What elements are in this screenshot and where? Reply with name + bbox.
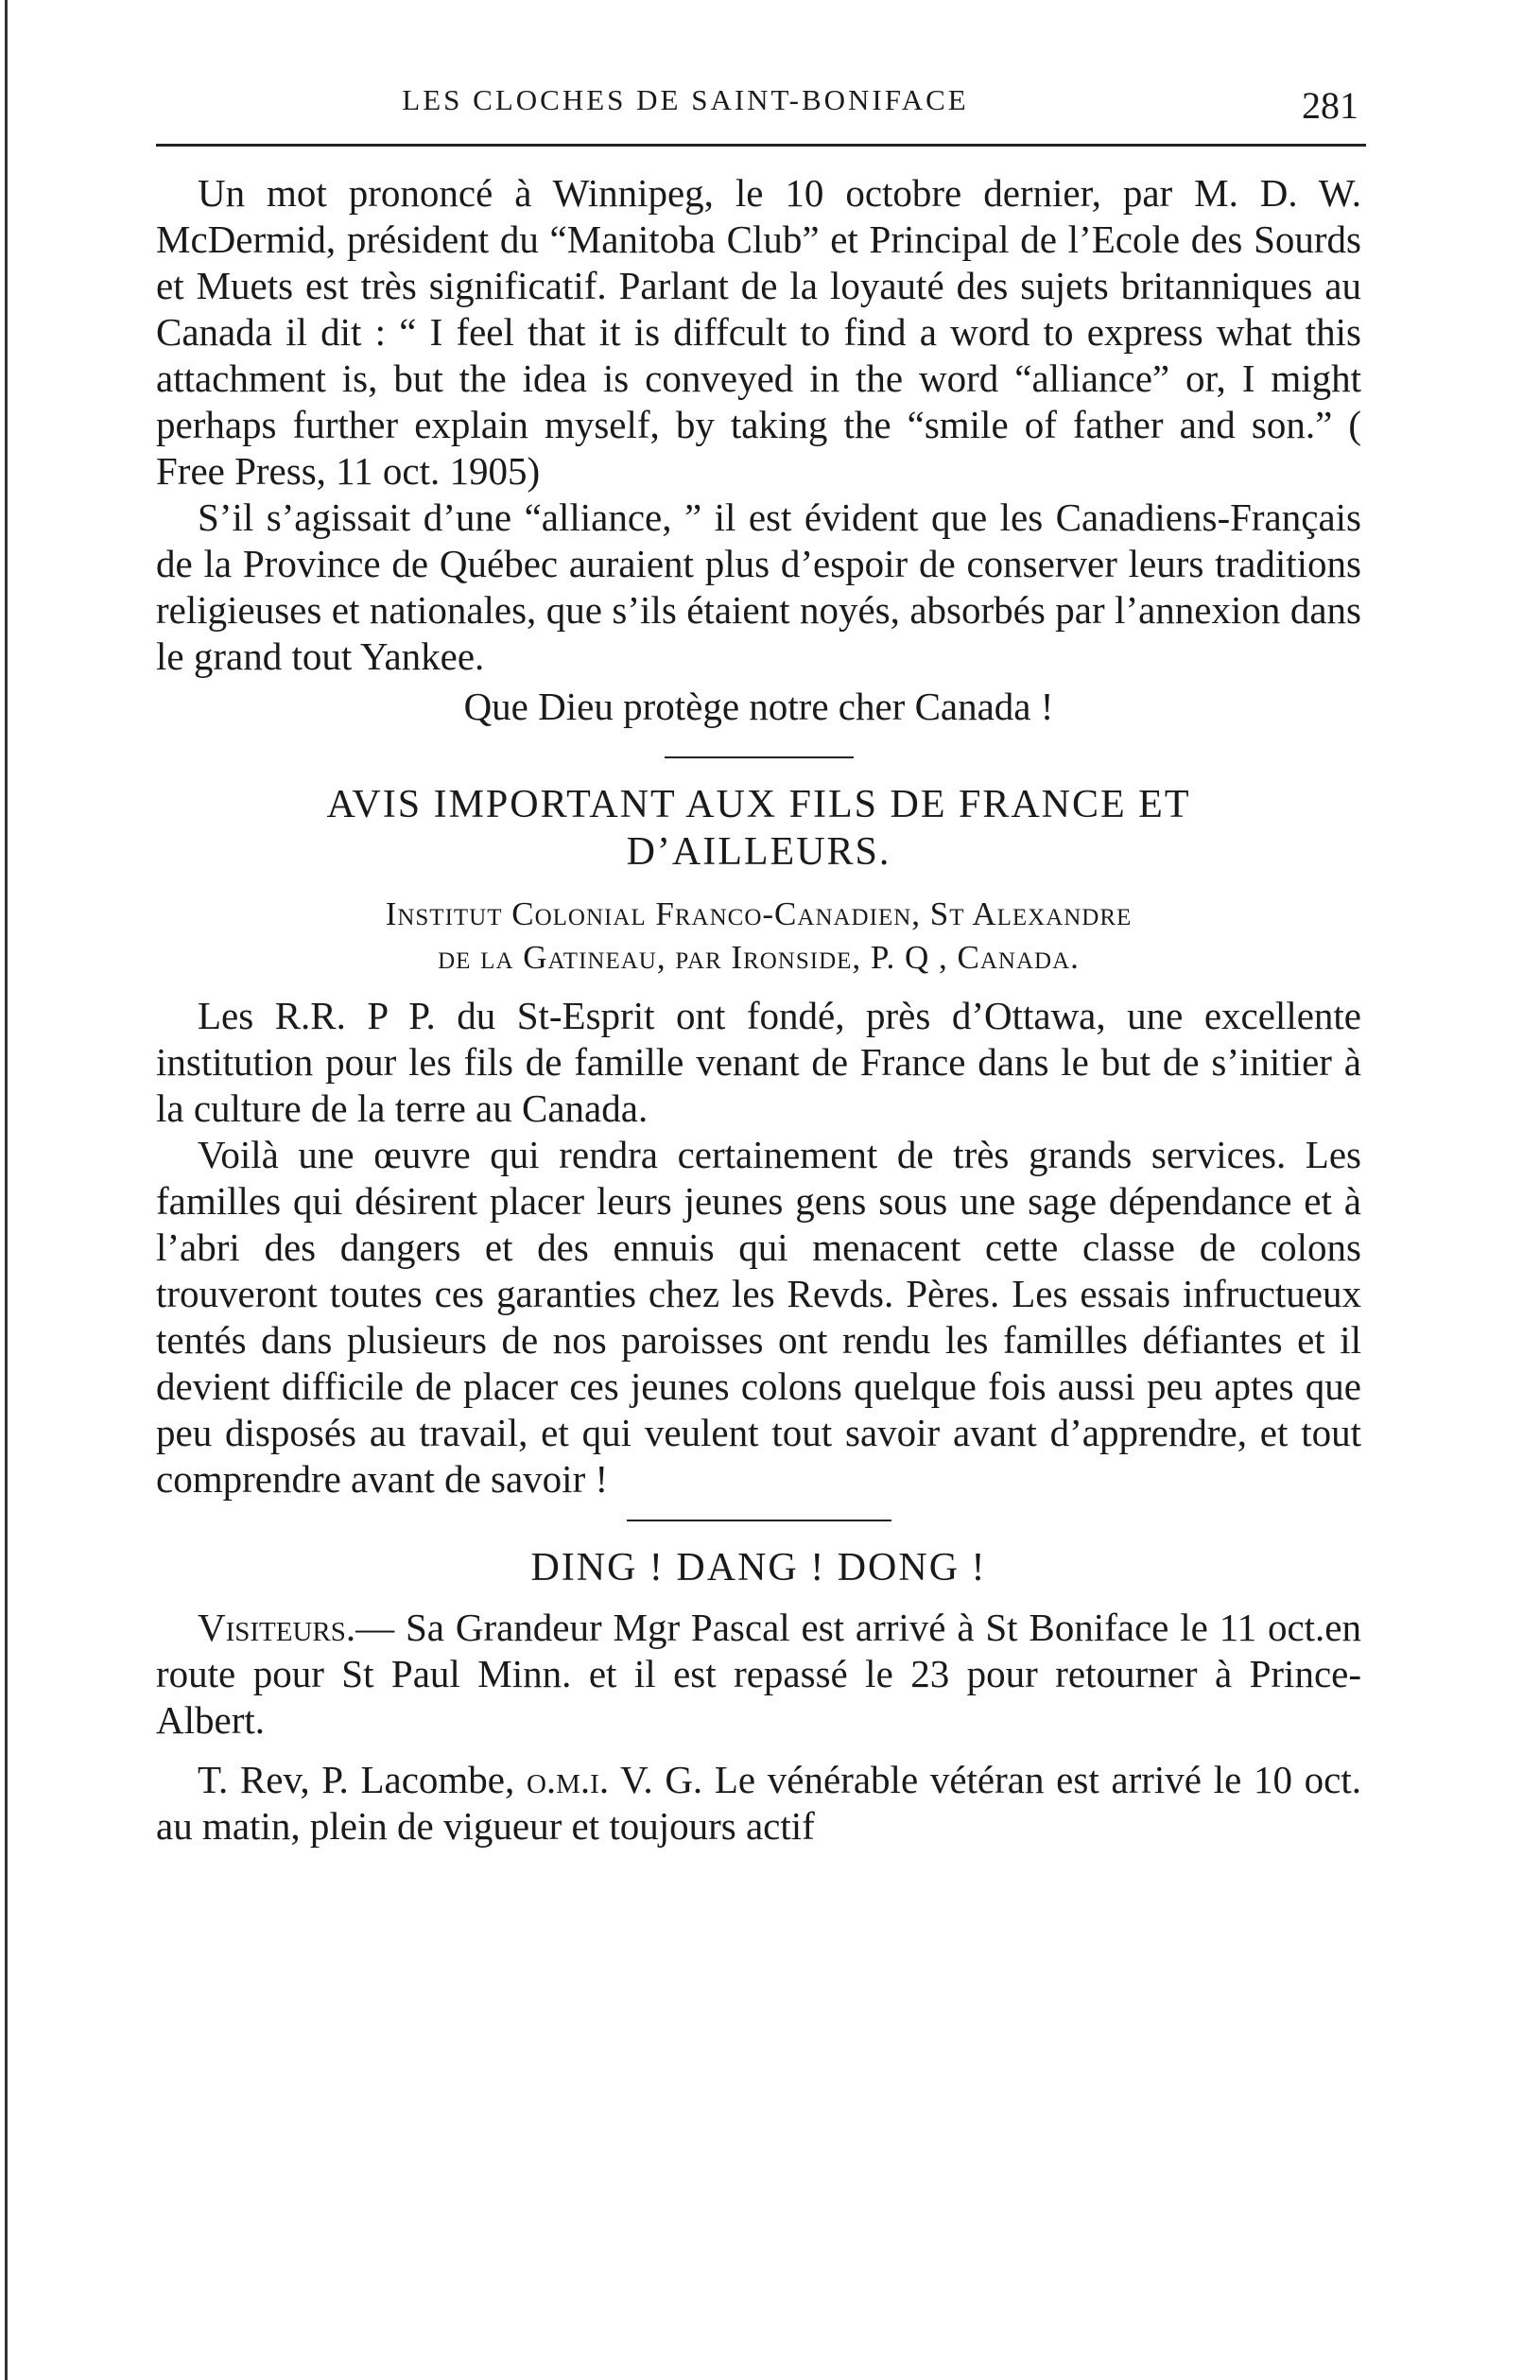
- section-separator: [665, 756, 854, 758]
- lacombe-lead: T. Rev, P. Lacombe,: [198, 1758, 515, 1801]
- omi-abbrev: o.m.i.: [526, 1758, 610, 1801]
- institute-subhead: [156, 893, 1361, 980]
- page-header: [156, 83, 1366, 140]
- section-title-avis-line1: AVIS IMPORTANT AUX FILS DE FRANCE ET: [326, 783, 1191, 826]
- header-rule: [156, 144, 1366, 147]
- paragraph-lacombe: [156, 1757, 1361, 1850]
- body-text: [156, 170, 1361, 1850]
- section-separator: [627, 1520, 891, 1521]
- page-edge-line: [5, 0, 8, 2380]
- institute-subhead-line1: Institut Colonial Franco-Canadien, St Alexandre: [385, 895, 1133, 932]
- paragraph-alliance: S’il s’agissait d’une “alliance, ” il est évident que les Canadiens-Français de la Province de Québec auraient plus d’espoir de conserver leurs traditions religieuses et nationales, que s’ils étaient noyés, absorbés par l’annexion dans le grand tout Yankee.: [156, 495, 1361, 678]
- visiteurs-lead: Visiteurs.: [198, 1606, 356, 1649]
- paragraph-closing: Que Dieu protège notre cher Canada !: [463, 685, 1054, 728]
- running-head: LES CLOCHES DE SAINT-BONIFACE: [402, 83, 969, 116]
- section-title-ding: DING ! DANG ! DONG !: [530, 1546, 987, 1590]
- lacombe-text: V. G. Le vénérable vétéran est arrivé le 10 oct. au matin, plein de vigueur et toujours actif: [156, 1758, 1361, 1848]
- paragraph-institution: Les R.R. P P. du St-Esprit ont fondé, près d’Ottawa, une excellente institution pour les fils de famille venant de France dans le but de s’initier à la culture de la terre au Canada.: [156, 994, 1361, 1130]
- visiteurs-text: — Sa Grandeur Mgr Pascal est arrivé à St Boniface le 11 oct.en route pour St Paul Minn. et il est repassé le 23 pour retourner à Prince-Albert.: [156, 1606, 1361, 1742]
- section-title-avis-line2: D’AILLEURS.: [626, 830, 891, 874]
- paragraph-mcdermid: Un mot prononcé à Winnipeg, le 10 octobre dernier, par M. D. W. McDermid, président du “Manitoba Club” et Principal de l’Ecole des Sourds et Muets est très significatif. Parlant de la loyauté des sujets britanniques au Canada il dit : “ I feel that it is diffcult to find a word to express what this attachment is, but the idea is conveyed in the word “alliance” or, I might perhaps further explain myself, by taking the “smile of father and son.” ( Free Press, 11 oct. 1905): [156, 171, 1361, 493]
- paragraph-oeuvre: Voilà une œuvre qui rendra certainement de très grands services. Les familles qui désirent placer leurs jeunes gens sous une sage dépendance et à l’abri des dangers et des ennuis qui menacent cette classe de colons trouveront toutes ces garanties chez les Revds. Pères. Les essais infructueux tentés dans plusieurs de nos paroisses ont rendu les familles défiantes et il devient difficile de placer ces jeunes colons quelque fois aussi peu aptes que peu disposés au travail, et qui veulent tout savoir avant d’apprendre, et tout comprendre avant de savoir !: [156, 1133, 1361, 1501]
- page-number: 281: [1302, 84, 1358, 127]
- section-title-avis: [156, 781, 1361, 876]
- institute-subhead-line2: de la Gatineau, par Ironside, P. Q , Canada.: [438, 939, 1080, 976]
- paragraph-visiteurs: [156, 1605, 1361, 1744]
